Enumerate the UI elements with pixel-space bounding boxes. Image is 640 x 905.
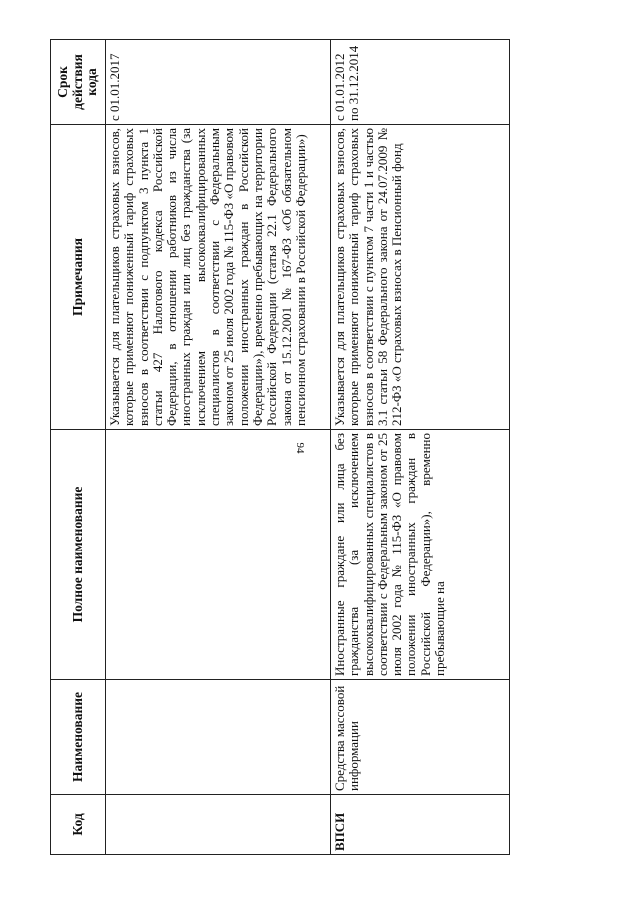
header-code: Код — [51, 795, 106, 855]
row-notes: Указывается для плательщиков страховых взносов, которые применяют пониженный тариф страховых взносов в соответствии с пунктом 7 части 1 и частью 3.1 статьи 58 Федерального закона от 24.07.2009 № 212-ФЗ «О страховых взносах в Пенсионный фонд — [331, 125, 510, 430]
table-row — [106, 40, 331, 855]
header-name: Наименование — [51, 680, 106, 795]
table-header-row — [51, 40, 106, 855]
rotated-table-sheet — [50, 40, 510, 855]
row-code — [106, 795, 331, 855]
page-number: 94 — [294, 442, 306, 454]
header-validity: Срок действия кода — [51, 40, 106, 125]
row-code: ВПСИ — [331, 795, 510, 855]
header-full-name: Полное наименование — [51, 430, 106, 680]
table-row — [331, 40, 510, 855]
header-notes: Примечания — [51, 125, 106, 430]
codes-table — [50, 39, 510, 855]
row-full-name — [106, 430, 331, 680]
row-name: Средства массовой информации — [331, 680, 510, 795]
row-full-name: Иностранные граждане или лица без гражданства (за исключением высококвалифицированных специалистов в соответствии с Федеральным законом от 25 июля 2002 года № 115-ФЗ «О правовом положении иностранных граждан в Российской Федерации»), временно пребывающие на — [331, 430, 510, 680]
row-notes: Указывается для плательщиков страховых взносов, которые применяют пониженный тариф страховых взносов в соответствии с подпунктом 3 пункта 1 статьи 427 Налогового кодекса Российской Федерации, в отношении работников из числа иностранных граждан или лиц без гражданства (за исключением высококвалифицированных специалистов в соответствии с Федеральным законом от 25 июля 2002 года № 115-ФЗ «О правовом положении иностранных граждан в Российской Федерации»), временно пребывающих на территории Российской Федерации (статья 22.1 Федерального закона от 15.12.2001 № 167-ФЗ «Об обязательном пенсионном страховании в Российской Федерации») — [106, 125, 331, 430]
row-name — [106, 680, 331, 795]
row-validity: с 01.01.2012 по 31.12.2014 — [331, 40, 510, 125]
row-validity: с 01.01.2017 — [106, 40, 331, 125]
